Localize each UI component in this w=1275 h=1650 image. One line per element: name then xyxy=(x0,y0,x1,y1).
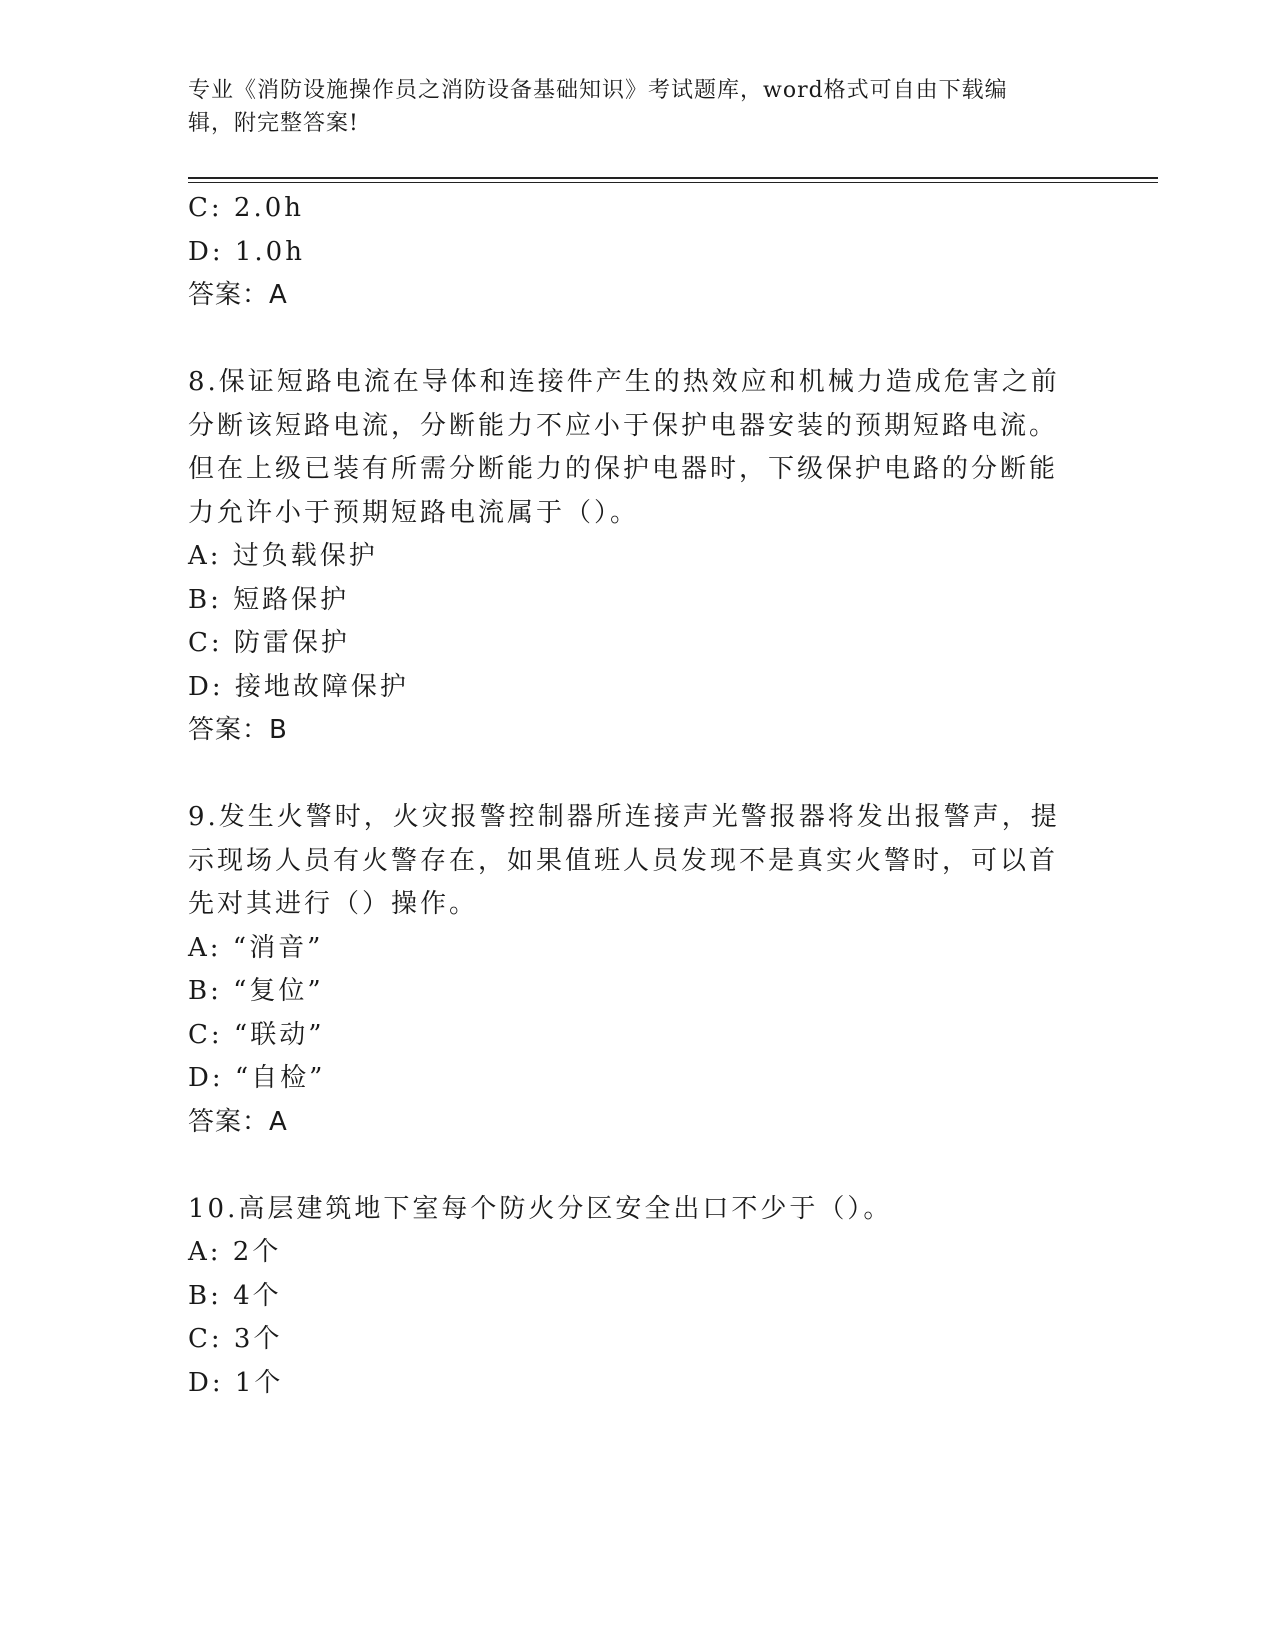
q10-option-a: A: 2个 xyxy=(188,1237,282,1267)
q9-stem-line-1: 9.发生火警时，火灾报警控制器所连接声光警报器将发出报警声，提 xyxy=(188,802,1060,832)
q9-option-c: C: “联动” xyxy=(188,1020,325,1050)
q10-option-d: D: 1个 xyxy=(188,1368,284,1398)
q8-stem-line-3: 但在上级已装有所需分断能力的保护电器时，下级保护电路的分断能 xyxy=(188,454,1059,484)
q8-option-d: D: 接地故障保护 xyxy=(188,672,409,702)
q9-stem-line-3: 先对其进行（）操作。 xyxy=(188,889,479,919)
q8-answer: 答案：B xyxy=(188,715,288,745)
q9-stem-line-2: 示现场人员有火警存在，如果值班人员发现不是真实火警时，可以首 xyxy=(188,846,1059,876)
q9-option-a: A: “消音” xyxy=(188,933,324,963)
q7-option-c: C: 2.0h xyxy=(188,193,305,223)
q10-stem-line-1: 10.高层建筑地下室每个防火分区安全出口不少于（）。 xyxy=(188,1194,893,1224)
q7-answer: 答案：A xyxy=(188,280,288,310)
q8-stem-line-4: 力允许小于预期短路电流属于（）。 xyxy=(188,498,640,528)
header-divider-thin xyxy=(188,182,1158,183)
q8-stem-line-2: 分断该短路电流，分断能力不应小于保护电器安装的预期短路电流。 xyxy=(188,411,1059,441)
header-divider-thick xyxy=(188,177,1158,179)
header-line-2: 辑，附完整答案! xyxy=(188,111,359,136)
q8-option-c: C: 防雷保护 xyxy=(188,628,350,658)
q9-answer: 答案：A xyxy=(188,1107,288,1137)
q9-option-b: B: “复位” xyxy=(188,976,324,1006)
q7-option-d: D: 1.0h xyxy=(188,237,305,267)
q8-option-a: A: 过负载保护 xyxy=(188,541,378,571)
q10-option-c: C: 3个 xyxy=(188,1324,283,1354)
q8-option-b: B: 短路保护 xyxy=(188,585,350,615)
q10-option-b: B: 4个 xyxy=(188,1281,282,1311)
header-line-1: 专业《消防设施操作员之消防设备基础知识》考试题库，word格式可自由下载编 xyxy=(188,78,1008,103)
document-header xyxy=(188,74,1088,140)
q9-option-d: D: “自检” xyxy=(188,1063,326,1093)
q8-stem-line-1: 8.保证短路电流在导体和连接件产生的热效应和机械力造成危害之前 xyxy=(188,367,1060,397)
